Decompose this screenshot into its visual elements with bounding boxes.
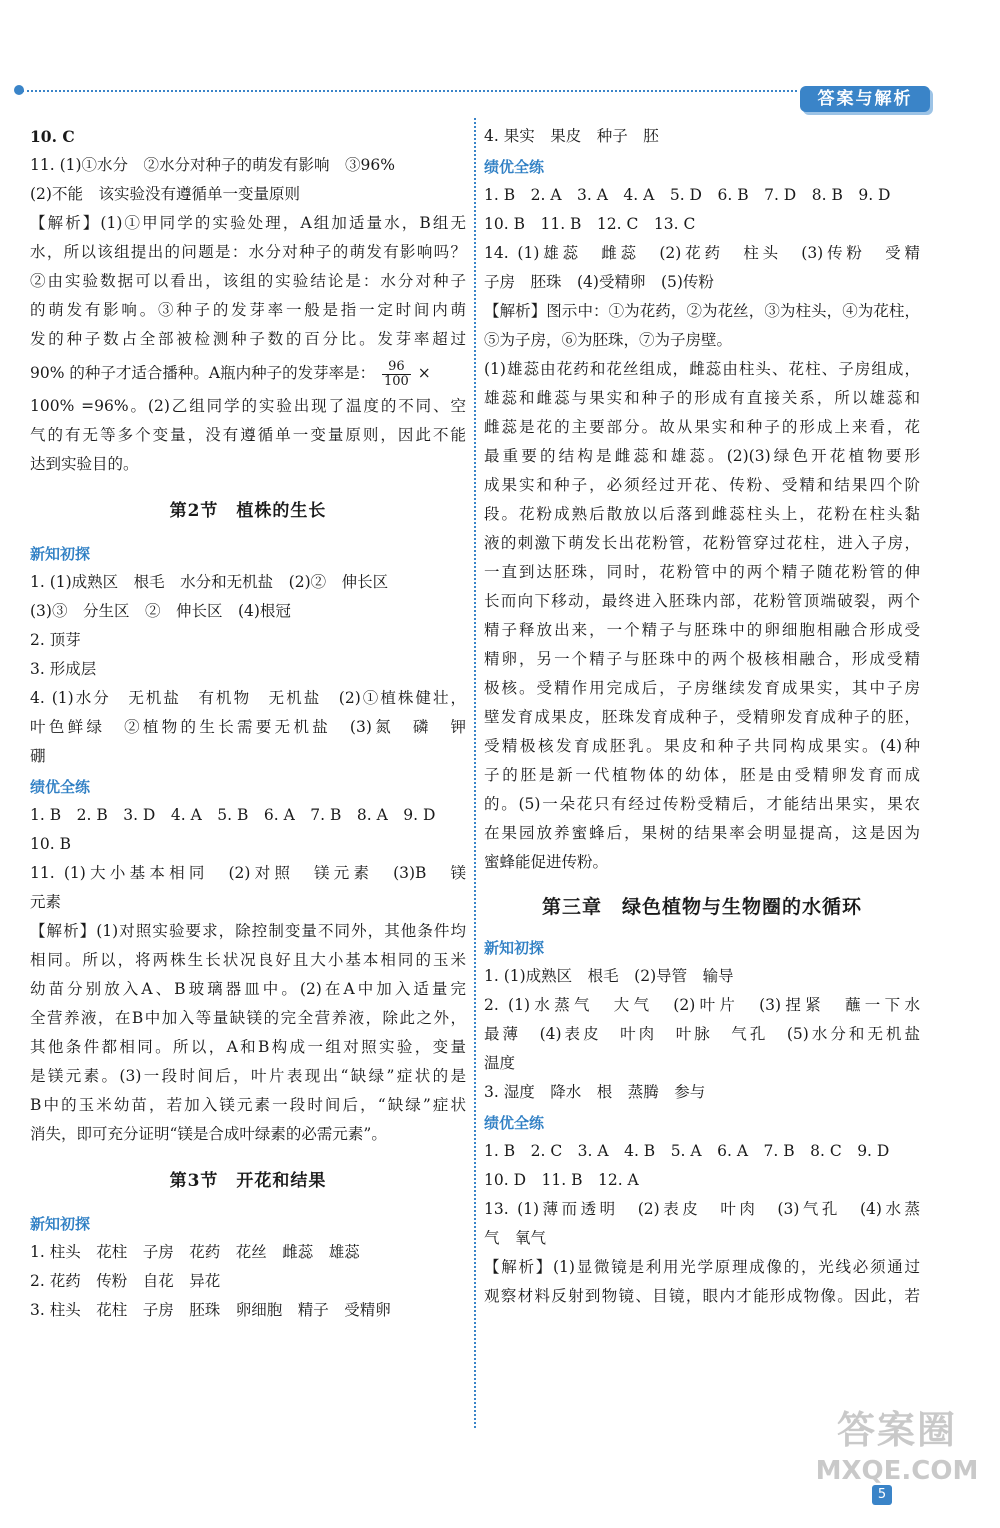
analysis-line: 100% =96%。(2)乙组同学的实验出现了温度的不同、空 [30,397,466,415]
fraction-line [30,354,466,392]
analysis-line: 雌蕊是花的主要部分。故从果实和种子的形成上来看，花 [484,418,920,436]
section-title: 第3节 开花和结果 [169,1171,327,1191]
answer-line: 气 氧气 [484,1229,547,1247]
answer-line: 最薄 (4)表皮 叶肉 叶脉 气孔 (5)水分和无机盐 [484,1025,920,1043]
answer-line: 温度 [484,1054,516,1072]
answer-line: 13. (1)薄而透明 (2)表皮 叶肉 (3)气孔 (4)水蒸 [484,1200,920,1218]
answer-line: 2. (1)水蒸气 大气 (2)叶片 (3)捏紧 蘸一下水 [484,996,920,1014]
answer-line: 10. D 11. B 12. A [484,1171,639,1189]
subsection-label: 新知初探 [30,545,91,563]
analysis-line: 气的有无等多个变量，没有遵循单一变量原则，因此不能 [30,426,466,444]
analysis-line: 是镁元素。(3)一段时间后，叶片表现出“缺绿”症状的是 [30,1067,466,1085]
fraction [382,360,411,389]
answer-line: 1. B 2. B 3. D 4. A 5. B 6. A 7. B 8. A 9. D [30,806,436,824]
analysis-line: B中的玉米幼苗，若加入镁元素一段时间后，“缺绿”症状 [30,1096,466,1114]
analysis-line: 【解析】(1)对照实验要求，除控制变量不同外，其他条件均 [30,922,466,940]
subsection-label: 绩优全练 [484,158,545,176]
analysis-line: 水，所以该组提出的问题是：水分对种子的萌发有影响吗？ [30,243,466,261]
header-dotted-rule [22,90,797,92]
chapter3-b-block [484,1137,920,1311]
fraction-denominator: 100 [384,373,409,389]
analysis-line: 在果园放养蜜蜂后，果树的结果率会明显提高，这是因为 [484,824,920,842]
answer-line: 10. B [30,835,71,853]
analysis-line: 精子释放出来，一个精子与胚珠中的卵细胞相融合形成受 [484,621,920,639]
analysis-line: 全营养液，在B中加入等量缺镁的完全营养液，除此之外， [30,1009,466,1027]
analysis-line: 壁发育成果皮，胚珠发育成种子，受精卵发育成种子的胚， [484,708,920,726]
answer-line: 元素 [30,893,62,911]
answer-line: 叶色鲜绿 ②植物的生长需要无机盐 (3)氮 磷 钾 [30,718,466,736]
analysis-line: 发的种子数占全部被检测种子数的百分比。发芽率超过 [30,330,466,348]
fraction-after: × [417,364,431,382]
section2-b-block [30,801,466,1149]
analysis-line: 的萌发有影响。③种子的发芽率一般是指一定时间内萌 [30,301,466,319]
analysis-line: 受精极核发育成胚乳。果皮和种子共同构成果实。(4)种 [484,737,920,755]
chapter3-a-block [484,962,920,1107]
watermark-site: MXQE.COM [815,1456,979,1486]
analysis-line: 精卵，另一个精子与胚珠中的两个极核相融合，形成受精 [484,650,920,668]
subsection-label: 新知初探 [30,1215,91,1233]
analysis-line: 成果实和种子，必须经过开花、传粉、受精和结果四个阶 [484,476,920,494]
analysis-line: 观察材料反射到物镜、目镜，眼内才能形成物像。因此，若 [484,1287,920,1305]
answer-line: (3)③ 分生区 ② 伸长区 (4)根冠 [30,602,291,620]
right-column [484,122,920,1311]
analysis-line: 长而向下移动，最终进入胚珠内部，花粉管顶端破裂，两个 [484,592,920,610]
fraction-numerator: 96 [382,360,411,375]
left-top-block [30,122,466,479]
subsection-label: 新知初探 [484,939,545,957]
answer-line: 3. 湿度 降水 根 蒸腾 参与 [484,1083,706,1101]
section-title: 第2节 植株的生长 [169,501,327,521]
answer-line: 11. (1)大小基本相同 (2)对照 镁元素 (3)B 镁 [30,864,466,882]
watermark [812,1406,982,1506]
answer-line: 14. (1)雄蕊 雌蕊 (2)花药 柱头 (3)传粉 受精 [484,244,920,262]
analysis-line: 的。(5)一朵花只有经过传粉受精后，才能结出果实，果农 [484,795,920,813]
answer-line: 子房 胚珠 (4)受精卵 (5)传粉 [484,273,714,291]
header-tab: 答案与解析 [800,86,930,112]
answer-line: 2. 花药 传粉 自花 异花 [30,1272,221,1290]
answer-line: 1. (1)成熟区 根毛 水分和无机盐 (2)② 伸长区 [30,573,389,591]
analysis-line: 消失，即可充分证明“镁是合成叶绿素的必需元素”。 [30,1125,387,1143]
left-column [30,122,466,1325]
column-divider [474,118,476,1428]
answer-line: 3. 柱头 花柱 子房 胚珠 卵细胞 精子 受精卵 [30,1301,391,1319]
analysis-line: 【解析】(1)①甲同学的实验处理，A组加适量水，B组无 [30,214,466,232]
right-b-block [484,181,920,877]
subsection-label: 绩优全练 [30,778,91,796]
answer-line: 11. (1)①水分 ②水分对种子的萌发有影响 ③96% [30,156,395,174]
answer-line: 1. (1)成熟区 根毛 (2)导管 输导 [484,967,734,985]
subsection-label: 绩优全练 [484,1114,545,1132]
answer-line: (2)不能 该实验没有遵循单一变量原则 [30,185,300,203]
fraction-before: 90% 的种子才适合播种。A瓶内种子的发芽率是： [30,364,376,382]
analysis-line: 子的胚是新一代植物体的幼体，胚是由受精卵发育而成 [484,766,920,784]
analysis-line: 相同。所以，将两株生长状况良好且大小基本相同的玉米 [30,951,466,969]
answer-line: 1. B 2. C 3. A 4. B 5. A 6. A 7. B 8. C 9. D [484,1142,890,1160]
analysis-line: (1)雄蕊由花药和花丝组成，雌蕊由柱头、花柱、子房组成， [484,360,920,378]
analysis-line: 幼苗分别放入A、B玻璃器皿中。(2)在A中加入适量完 [30,980,466,998]
answer-line: 2. 顶芽 [30,631,81,649]
answer-line: 3. 形成层 [30,660,97,678]
analysis-line: 最重要的结构是雌蕊和雄蕊。(2)(3)绿色开花植物要形 [484,447,920,465]
analysis-line: 【解析】(1)显微镜是利用光学原理成像的，光线必须通过 [484,1258,920,1276]
analysis-line: 其他条件都相同。所以，A和B构成一组对照实验，变量 [30,1038,466,1056]
page-number: 5 [872,1485,892,1505]
analysis-line: ②由实验数据可以看出，该组的实验结论是：水分对种子 [30,272,466,290]
section2-a-block [30,568,466,771]
analysis-line: 雄蕊和雌蕊与果实和种子的形成有直接关系，所以雄蕊和 [484,389,920,407]
analysis-line: 达到实验目的。 [30,455,139,473]
analysis-line: 极核。受精作用完成后，子房继续发育成果实，其中子房 [484,679,920,697]
answer-line: 4. (1)水分 无机盐 有机物 无机盐 (2)①植株健壮， [30,689,466,707]
analysis-line: 一直到达胚珠，同时，花粉管中的两个精子随花粉管的伸 [484,563,920,581]
answer-line: 10. B 11. B 12. C 13. C [484,215,696,233]
chapter-title: 第三章 绿色植物与生物圈的水循环 [541,896,862,918]
answer-line: 4. 果实 果皮 种子 胚 [484,127,659,145]
analysis-line: ⑤为子房，⑥为胚珠，⑦为子房壁。 [484,331,733,349]
answer-line: 10. C [30,127,75,146]
watermark-logo: 答案圈 [836,1408,957,1452]
analysis-line: 【解析】图示中：①为花药，②为花丝，③为柱头，④为花柱， [484,302,920,320]
analysis-line: 液的刺激下萌发长出花粉管，花粉管穿过花柱，进入子房， [484,534,920,552]
analysis-line: 段。花粉成熟后散放以后落到雌蕊柱头上，花粉在柱头黏 [484,505,920,523]
answer-line: 硼 [30,747,46,765]
analysis-line: 蜜蜂能促进传粉。 [484,853,609,871]
answer-line: 1. 柱头 花柱 子房 花药 花丝 雌蕊 雄蕊 [30,1243,360,1261]
answer-line: 1. B 2. A 3. A 4. A 5. D 6. B 7. D 8. B 9. D [484,186,891,204]
section3-a-block [30,1238,466,1325]
